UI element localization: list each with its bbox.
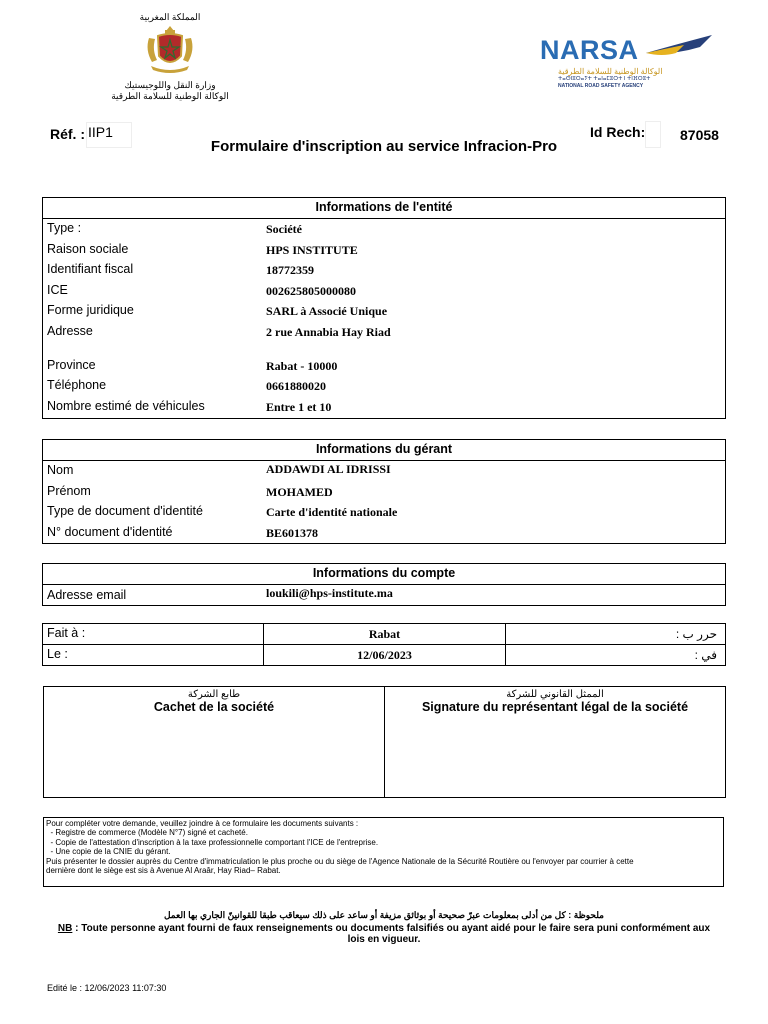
field-label: Raison sociale xyxy=(47,241,129,256)
date-row xyxy=(43,644,725,665)
field-label: Nombre estimé de véhicules xyxy=(47,398,205,413)
french-warning-note xyxy=(48,923,720,945)
field-row xyxy=(43,585,725,606)
narsa-logo-text: NARSA xyxy=(540,35,639,65)
ref-label: Réf. : xyxy=(50,126,85,142)
manager-section xyxy=(42,439,726,544)
field-label: Adresse email xyxy=(47,588,127,602)
nb-label: NB xyxy=(57,923,73,934)
field-label: Type : xyxy=(47,221,82,235)
field-row xyxy=(43,301,725,322)
entity-section xyxy=(42,197,726,419)
legal-rep-signature-box xyxy=(384,687,725,797)
date-label-cell xyxy=(43,645,263,665)
road-stripes-icon xyxy=(644,35,714,67)
section-heading: Informations du compte xyxy=(43,564,725,585)
field-value: Carte d'identité nationale xyxy=(266,505,398,519)
field-label: Province xyxy=(47,357,96,372)
date-label: Le : xyxy=(47,647,68,661)
field-row xyxy=(43,502,725,523)
field-label: Nom xyxy=(47,463,74,477)
date-arabic-cell xyxy=(505,645,725,665)
nb-text: : Toute personne ayant fourni de faux renseignements ou documents falsifiés ou ayant aidé pour le faire sera puni conformément aux lois en vigueur. xyxy=(72,923,711,945)
instruction-line: - Une copie de la CNIE du gérant. xyxy=(46,847,171,857)
field-label: N° document d'identité xyxy=(47,524,173,539)
place-arabic-label: حرر ب : xyxy=(675,627,717,641)
company-stamp-box xyxy=(44,687,384,797)
place-arabic-cell xyxy=(505,624,725,644)
form-title: Formulaire d'inscription au service Infracion-Pro xyxy=(210,138,558,155)
kingdom-name: المملكة المغربية xyxy=(139,12,201,22)
date-arabic-label: في : xyxy=(694,648,717,662)
narsa-logo xyxy=(540,35,715,95)
field-label: Forme juridique xyxy=(47,303,134,317)
ministry-name: وزارة النقل واللوجيستيك xyxy=(124,80,216,90)
field-label: Adresse xyxy=(47,323,93,338)
field-row xyxy=(43,376,725,397)
field-row xyxy=(43,322,725,356)
field-row xyxy=(43,219,725,240)
account-section xyxy=(42,563,726,606)
field-value: ADDAWDI AL IDRISSI xyxy=(266,462,391,476)
field-value: Rabat - 10000 xyxy=(266,358,338,373)
field-row xyxy=(43,482,725,503)
idrech-value: 87058 xyxy=(680,127,719,143)
royal-coat-of-arms-icon xyxy=(143,24,197,74)
field-value: SARL à Associé Unique xyxy=(266,304,388,318)
agency-name: الوكالة الوطنية للسلامة الطرقية xyxy=(111,91,229,101)
field-label: Téléphone xyxy=(47,378,107,392)
edited-timestamp: Edité le : 12/06/2023 11:07:30 xyxy=(47,983,167,993)
instruction-line: - Registre de commerce (Modèle N°7) signé et cacheté. xyxy=(46,828,248,838)
signature-arabic-label: الممثل القانوني للشركة xyxy=(506,689,604,700)
narsa-english-name: NATIONAL ROAD SAFETY AGENCY xyxy=(558,83,644,89)
field-label: Prénom xyxy=(47,483,91,498)
field-row xyxy=(43,240,725,261)
field-label: Type de document d'identité xyxy=(47,504,203,518)
field-value: 0661880020 xyxy=(266,379,326,393)
narsa-arabic-name: الوكالة الوطنية للسلامة الطرقية xyxy=(558,67,663,76)
place-value: Rabat xyxy=(263,624,505,644)
field-row xyxy=(43,397,725,418)
instruction-line: - Copie de l'attestation d'inscription à la taxe professionnelle comportant l'ICE de l'entreprise. xyxy=(46,837,379,847)
place-label: Fait à : xyxy=(47,626,86,640)
section-heading: Informations du gérant xyxy=(43,440,725,461)
field-row xyxy=(43,260,725,281)
kingdom-emblem-block xyxy=(95,12,245,102)
stamp-label: Cachet de la société xyxy=(153,700,275,714)
arabic-warning-note: ملحوظة : كل من أدلى بمعلومات عبرّ صحيحة أو بوثائق مزيفة أو ساعد على ذلك سيعاقب طبقا للقوانينّ الجاري بها العمل xyxy=(163,910,605,920)
field-value: BE601378 xyxy=(266,525,319,540)
section-heading: Informations de l'entité xyxy=(43,198,725,219)
field-label: Identifiant fiscal xyxy=(47,262,134,276)
field-row xyxy=(43,523,725,544)
place-date-table xyxy=(42,623,726,666)
instruction-line: dernière dont le siège est sis à Avenue Al Araâr, Hay Riad– Rabat. xyxy=(46,866,281,876)
signature-label: Signature du représentant légal de la société xyxy=(421,700,689,714)
field-value: loukili@hps-institute.ma xyxy=(266,586,393,600)
narsa-tifinagh-name: ⵜⴰⵙⵏⵓⵔⴰⵢⵜ ⵜⴰⵏⴰⵎⵓⵔⵜ ⵏ ⵜⵏⴼⵔⵓⵜ xyxy=(558,76,651,82)
signature-area xyxy=(43,686,726,798)
field-value: 2 rue Annabia Hay Riad xyxy=(266,324,391,339)
place-label-cell xyxy=(43,624,263,644)
instruction-line: Pour compléter votre demande, veuillez joindre à ce formulaire les documents suivants : xyxy=(46,819,359,828)
idrech-box xyxy=(645,121,661,148)
field-value: HPS INSTITUTE xyxy=(266,242,358,257)
place-row xyxy=(43,624,725,644)
field-value: 18772359 xyxy=(266,263,314,277)
field-value: Entre 1 et 10 xyxy=(266,399,332,414)
field-value: Société xyxy=(266,222,302,236)
ref-value: IIP1 xyxy=(88,124,113,140)
field-value: 002625805000080 xyxy=(266,283,356,298)
idrech-label: Id Rech: xyxy=(590,124,646,140)
date-value: 12/06/2023 xyxy=(263,645,505,665)
instructions-box xyxy=(43,817,724,887)
field-row xyxy=(43,461,725,482)
field-row xyxy=(43,356,725,377)
stamp-arabic-label: طابع الشركة xyxy=(187,689,241,700)
field-label: ICE xyxy=(47,282,68,297)
instruction-line: Puis présenter le dossier auprès du Centre d'immatriculation le plus proche ou du siège de l'Agence Nationale de la Sécurité Routière ou l'envoyer par courrier à cette xyxy=(46,856,634,866)
field-row xyxy=(43,281,725,302)
field-value: MOHAMED xyxy=(266,484,333,499)
